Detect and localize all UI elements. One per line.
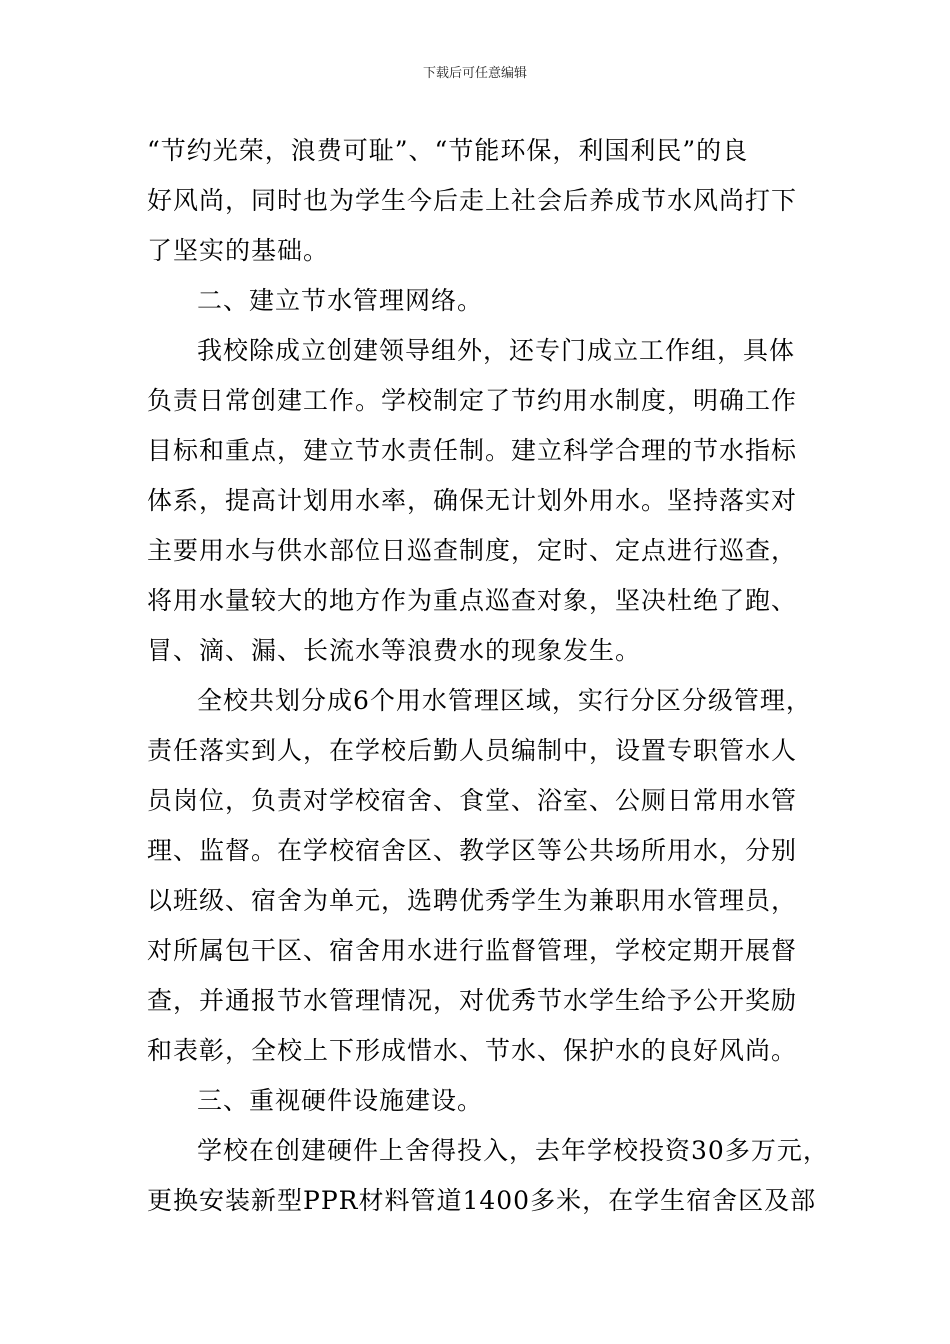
text-line: 理、监督。在学校宿舍区、教学区等公共场所用水，分别 bbox=[147, 836, 798, 865]
text-line: 查，并通报节水管理情况，对优秀节水学生给予公开奖励 bbox=[147, 986, 798, 1015]
section-heading: 三、重视硬件设施建设。 bbox=[197, 1086, 484, 1115]
text-line: 负责日常创建工作。学校制定了节约用水制度，明确工作 bbox=[147, 386, 798, 415]
text-line: 将用水量较大的地方作为重点巡查对象，坚决杜绝了跑、 bbox=[147, 586, 798, 615]
text-line: 体系，提高计划用水率，确保无计划外用水。坚持落实对 bbox=[147, 486, 798, 515]
text-line: 了坚实的基础。 bbox=[147, 236, 330, 265]
paragraph-start: 学校在创建硬件上舍得投入，去年学校投资30多万元， bbox=[197, 1136, 829, 1165]
text-line: 更换安装新型PPR材料管道1400多米，在学生宿舍区及部 bbox=[147, 1186, 817, 1215]
text-line: 目标和重点，建立节水责任制。建立科学合理的节水指标 bbox=[147, 436, 798, 465]
page-header: 下载后可任意编辑 bbox=[422, 66, 527, 81]
text-line: “节约光荣，浪费可耻”、“节能环保，利国利民”的良 bbox=[147, 136, 749, 165]
text-line: 主要用水与供水部位日巡查制度，定时、定点进行巡查， bbox=[147, 536, 798, 565]
text-line: 责任落实到人，在学校后勤人员编制中，设置专职管水人 bbox=[147, 736, 798, 765]
text-line: 以班级、宿舍为单元，选聘优秀学生为兼职用水管理员， bbox=[147, 886, 798, 915]
text-line: 冒、滴、漏、长流水等浪费水的现象发生。 bbox=[147, 636, 642, 665]
paragraph-start: 我校除成立创建领导组外，还专门成立工作组，具体 bbox=[197, 336, 796, 365]
text-line: 员岗位，负责对学校宿舍、食堂、浴室、公厕日常用水管 bbox=[147, 786, 798, 815]
paragraph-start: 全校共划分成6个用水管理区域，实行分区分级管理， bbox=[197, 686, 812, 715]
text-line: 和表彰，全校上下形成惜水、节水、保护水的良好风尚。 bbox=[147, 1036, 798, 1065]
text-line: 对所属包干区、宿舍用水进行监督管理，学校定期开展督 bbox=[147, 936, 798, 965]
section-heading: 二、建立节水管理网络。 bbox=[197, 286, 484, 315]
text-line: 好风尚，同时也为学生今后走上社会后养成节水风尚打下 bbox=[147, 186, 798, 215]
document-body bbox=[147, 126, 827, 1226]
